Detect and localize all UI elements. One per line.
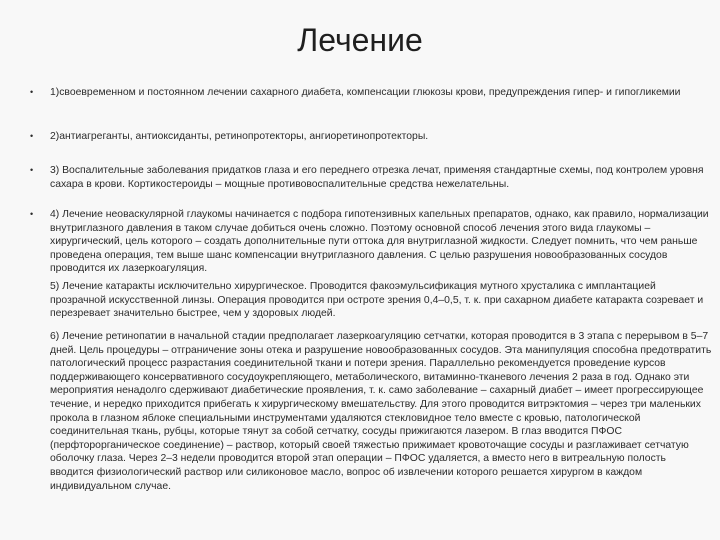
paragraph-text: 5) Лечение катаракты исключительно хирургическое. Проводится факоэмульсификация мутного хрусталика с имплантацией прозрачной искусственной линзы. Операция проводится при остроте зрения 0,4–0,5, т. к. при сахарном диабете катаракта созревает и перезревает значительно быстрее, чем у здоровых людей. xyxy=(50,281,704,320)
bullet-item-3 xyxy=(30,164,712,191)
bullet-item-4 xyxy=(30,208,712,276)
paragraph-6 xyxy=(50,330,712,493)
paragraph-5 xyxy=(50,280,712,321)
bullet-marker: • xyxy=(30,131,34,141)
bullet-text: 2)антиагреганты, антиоксиданты, ретинопротекторы, ангиоретинопротекторы. xyxy=(50,131,429,142)
bullet-item-1 xyxy=(30,86,712,100)
bullet-text: 1)своевременном и постоянном лечении сахарного диабета, компенсации глюкозы крови, предупреждения гипер- и гипогликемии xyxy=(50,87,681,98)
bullet-marker: • xyxy=(30,209,34,219)
bullet-item-2 xyxy=(30,130,712,144)
bullet-text: 4) Лечение неоваскулярной глаукомы начинается с подбора гипотензивных капельных препаратов, однако, как правило, нормализации внутриглазного давления в таком случае добиться очень сложно. Поэтому основной способ лечения этого вида глаукомы – хирургический, цель которого – создать дополнительные пути оттока для внутриглазной жидкости. Следует помнить, что чем раньше проведена операция, тем выше шанс компенсации внутриглазного давления. С целью разрушения новообразованных сосудов проводится их лазеркоагуляция. xyxy=(50,209,709,275)
bullet-marker: • xyxy=(30,87,34,97)
slide-title: Лечение xyxy=(297,22,423,58)
bullet-text: 3) Воспалительные заболевания придатков глаза и его переднего отрезка лечат, применяя стандартные схемы, под контролем уровня сахара в крови. Кортикостероиды – мощные противовоспалительные средства нежелательны. xyxy=(50,165,704,190)
bullet-marker: • xyxy=(30,165,34,175)
paragraph-text: 6) Лечение ретинопатии в начальной стадии предполагает лазеркоагуляцию сетчатки, которая проводится в 3 этапа с перерывом в 5–7 дней. Цель процедуры – отграничение зоны отека и разрушение новообразованных сосудов. Эта манипуляция способна предотвратить патологический процесс разрастания соединительной ткани и потери зрения. Параллельно рекомендуется проведение курсов поддерживающего консервативного сосудоукрепляющего, метаболического, витаминно-тканевого лечения 2 раза в год. Однако эти мероприятия ненадолго сдерживают диабетические проявления, т. к. само заболевание – сахарный диабет – имеет прогрессирующее течение, и нередко приходится прибегать к хирургическому вмешательству. Для этого проводится витрэктомия – через три маленьких прокола в глазном яблоке специальными инструментами удаляются стекловидное тело вместе с кровью, патологической соединительная ткань, рубцы, которые тянут за собой сетчатку, сосуды прижигаются лазером. В глаз вводится ПФОС (перфторорганическое соединение) – раствор, который своей тяжестью прижимает кровоточащие сосуды и разглаживает сетчатую оболочку глаза. Через 2–3 недели проводится второй этап операции – ПФОС удаляется, а вместо него в витреальную полость вводится физиологический раствор или силиконовое масло, вопрос об извлечении которого решается хирургом в каждом индивидуальном случае. xyxy=(50,331,712,492)
